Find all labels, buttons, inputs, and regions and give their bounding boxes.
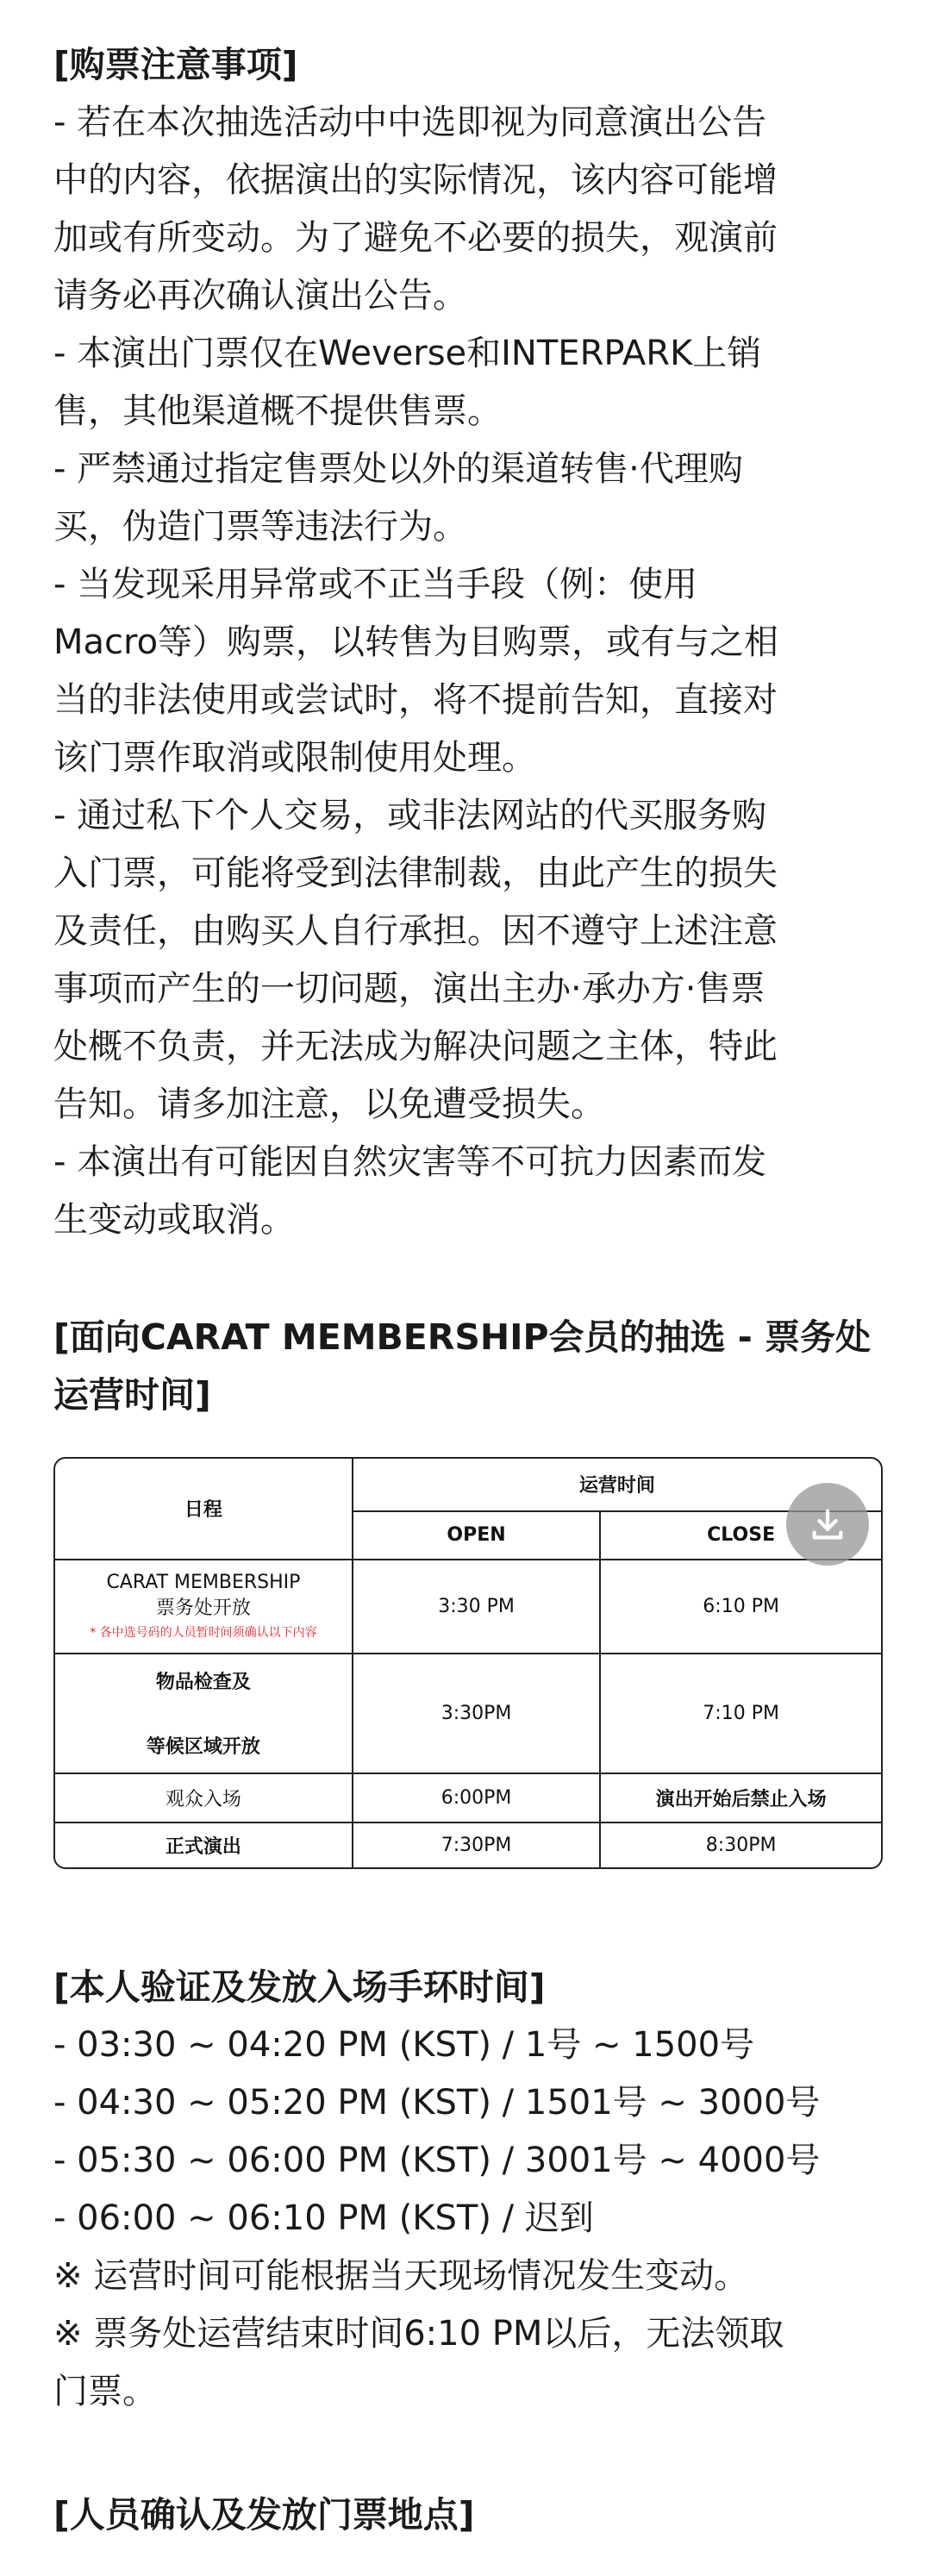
row-label: 正式演出: [55, 1823, 353, 1867]
notice-line: 售，其他渠道概不提供售票。: [53, 391, 502, 431]
header-hours: 运营时间: [353, 1459, 881, 1511]
verify-line: ※ 票务处运营结束时间6:10 PM以后，无法领取: [53, 2314, 784, 2354]
notice-line: - 严禁通过指定售票处以外的渠道转售·代理购: [53, 449, 743, 489]
notice-line: 告知。请多加注意，以免遭受损失。: [53, 1085, 605, 1124]
row-open: 3:30PM: [353, 1654, 600, 1773]
notice-line: - 本演出门票仅在Weverse和INTERPARK上销: [53, 334, 762, 373]
verify-line: - 05:30 ~ 06:00 PM (KST) / 3001号 ~ 4000号: [53, 2141, 821, 2180]
row-label: [55, 1654, 353, 1773]
header-close: CLOSE: [600, 1511, 881, 1560]
row-open: 6:00PM: [353, 1773, 600, 1822]
row-label-line1: 物品检查及: [155, 1672, 251, 1694]
row-note: * 各中选号码的人员暂时间须确认以下内容: [90, 1626, 317, 1641]
notice-line: - 当发现采用异常或不正当手段（例：使用: [53, 565, 698, 604]
schedule-table-image: [53, 1457, 883, 1869]
notice-line: 事项而产生的一切问题，演出主办·承办方·售票: [53, 969, 765, 1009]
schedule-table: [55, 1459, 881, 1867]
notice-line: 入门票，可能将受到法律制裁，由此产生的损失: [53, 853, 778, 893]
notice-title: [购票注意事项]: [53, 44, 298, 85]
notice-line: 生变动或取消。: [53, 1200, 295, 1240]
verify-line: - 03:30 ~ 04:20 PM (KST) / 1号 ~ 1500号: [53, 2025, 755, 2065]
verify-title: [本人验证及发放入场手环时间]: [53, 1966, 546, 2008]
row-close: 演出开始后禁止入场: [600, 1773, 881, 1822]
notice-line: 当的非法使用或尝试时，将不提前告知，直接对: [53, 680, 778, 720]
location-section: [53, 2486, 903, 2544]
row-label-line1: CARAT MEMBERSHIP: [106, 1572, 301, 1594]
notice-section: [53, 36, 903, 1249]
verify-line: - 04:30 ~ 05:20 PM (KST) / 1501号 ~ 3000号: [53, 2083, 821, 2123]
row-open: 7:30PM: [353, 1823, 600, 1867]
download-button[interactable]: [786, 1483, 869, 1566]
verify-line: ※ 运营时间可能根据当天现场情况发生变动。: [53, 2256, 749, 2296]
hours-section: [53, 1309, 903, 1424]
notice-line: 处概不负责，并无法成为解决问题之主体，特此: [53, 1027, 778, 1066]
notice-line: 买，伪造门票等违法行为。: [53, 507, 467, 547]
row-open: 3:30 PM: [353, 1560, 600, 1654]
notice-line: - 若在本次抽选活动中中选即视为同意演出公告: [53, 103, 767, 142]
row-close: 7:10 PM: [600, 1654, 881, 1773]
hours-title-line2: 运营时间]: [53, 1374, 211, 1416]
header-open: OPEN: [353, 1511, 600, 1560]
row-label: 观众入场: [55, 1773, 353, 1822]
row-label-line2: 票务处开放: [155, 1597, 251, 1620]
verify-line: 门票。: [53, 2372, 157, 2411]
row-label: [55, 1560, 353, 1654]
notice-line: 该门票作取消或限制使用处理。: [53, 738, 536, 778]
notice-line: 及责任，由购买人自行承担。因不遵守上述注意: [53, 911, 778, 951]
download-icon: [808, 1504, 847, 1544]
notice-line: 中的内容，依据演出的实际情况，该内容可能增: [53, 160, 778, 200]
row-close: 8:30PM: [600, 1823, 881, 1867]
row-close: 6:10 PM: [600, 1560, 881, 1654]
header-schedule: 日程: [55, 1459, 353, 1560]
notice-line: 请务必再次确认演出公告。: [53, 276, 467, 316]
location-title: [人员确认及发放门票地点]: [53, 2494, 475, 2535]
notice-line: Macro等）购票，以转售为目购票，或有与之相: [53, 622, 779, 662]
row-label-line2: 等候区域开放: [146, 1736, 260, 1759]
verify-section: [53, 1959, 903, 2421]
notice-line: 加或有所变动。为了避免不必要的损失，观演前: [53, 218, 778, 258]
notice-line: - 本演出有可能因自然灾害等不可抗力因素而发: [53, 1142, 767, 1182]
notice-line: - 通过私下个人交易，或非法网站的代买服务购: [53, 796, 767, 835]
verify-line: - 06:00 ~ 06:10 PM (KST) / 迟到: [53, 2198, 594, 2238]
hours-title-line1: [面向CARAT MEMBERSHIP会员的抽选 - 票务处: [53, 1316, 872, 1358]
